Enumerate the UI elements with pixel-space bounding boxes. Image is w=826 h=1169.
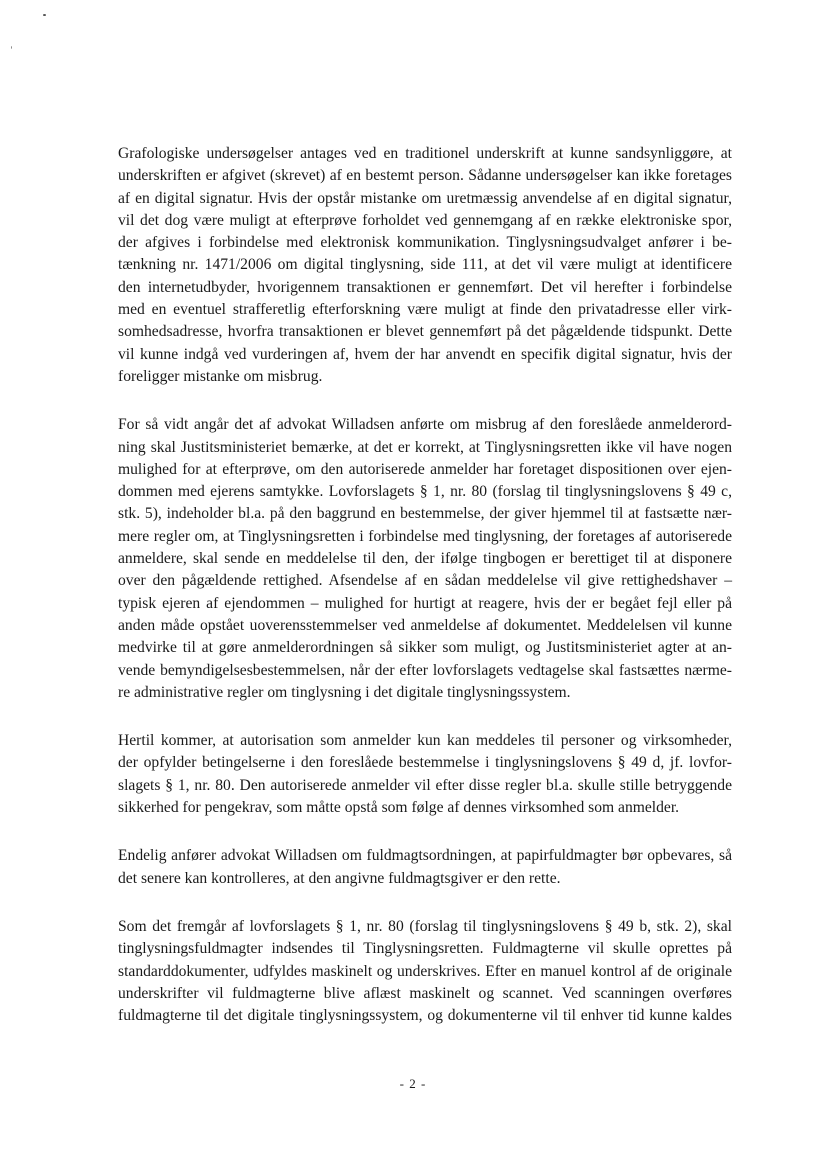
text-line: medvirke til at gøre anmelderordningen så sikker som muligt, og Justitsministeriet agter at an-: [118, 639, 732, 657]
text-line: slagets § 1, nr. 80. Den autoriserede anmelder vil efter disse regler bl.a. skulle stille betryggende: [118, 776, 732, 794]
scan-speck: [11, 46, 12, 49]
text-line: Grafologiske undersøgelser antages ved en traditionel underskrift at kunne sandsynliggøre, at: [118, 145, 732, 162]
text-line: af en digital signatur. Hvis der opstår mistanke om uretmæssig anvendelse af en digital signatur,: [118, 189, 732, 207]
text-line: anden måde opstået uoverensstemmelser ved anmeldelse af dokumentet. Meddelelsen vil kunne: [118, 616, 732, 634]
text-line: re administrative regler om tinglysning i det digitale tinglysningssystem.: [118, 683, 571, 701]
body-text: [118, 143, 732, 1053]
text-line: mulighed for at efterprøve, om den autoriserede anmelder har foretaget dispositionen over ejen-: [118, 460, 732, 478]
text-line: anmeldere, skal sende en meddelelse til den, der ifølge tingbogen er berettiget til at disponere: [118, 550, 732, 568]
text-line: der opfylder betingelserne i den foreslåede bestemmelse i tinglysningslovens § 49 d, jf. lovfor-: [118, 754, 732, 772]
text-line: typisk ejeren af ejendommen – mulighed for hurtigt at reagere, hvis der er begået fejl eller på: [118, 594, 732, 612]
text-line: med en eventuel strafferetlig efterforskning være muligt at finde den privatadresse eller virk-: [118, 301, 732, 319]
paragraph: [118, 916, 732, 1027]
text-line: stk. 5), indeholder bl.a. på den baggrund en bestemmelse, der giver hjemmel til at fastsætte nær-: [118, 505, 732, 523]
text-line: mere regler om, at Tinglysningsretten i forbindelse med tinglysning, der foretages af autoriserede: [118, 527, 732, 545]
text-line: tænkning nr. 1471/2006 om digital tinglysning, side 111, at det vil være muligt at identificere: [118, 256, 732, 274]
text-line: For så vidt angår det af advokat Willadsen anførte om misbrug af den foreslåede anmelderord-: [118, 416, 732, 434]
text-line: Endelig anfører advokat Willadsen om fuldmagtsordningen, at papirfuldmagter bør opbevares, så: [118, 847, 732, 865]
paragraph: [118, 414, 732, 704]
text-line: Som det fremgår af lovforslagets § 1, nr. 80 (forslag til tinglysningslovens § 49 b, stk. 2), skal: [118, 917, 732, 935]
text-line: foreligger mistanke om misbrug.: [118, 367, 323, 385]
scan-speck: [43, 14, 46, 16]
text-line: Hertil kommer, at autorisation som anmelder kun kan meddeles til personer og virksomheder,: [118, 732, 732, 750]
text-line: ning skal Justitsministeriet bemærke, at det er korrekt, at Tinglysningsretten ikke vil have nogen: [118, 438, 732, 456]
text-line: fuldmagterne til det digitale tinglysningssystem, og dokumenterne vil til enhver tid kunne kaldes: [118, 1007, 732, 1025]
text-line: vende bemyndigelsesbestemmelsen, når der efter lovforslagets vedtagelse skal fastsættes nærme-: [118, 661, 732, 679]
text-line: underskriften er afgivet (skrevet) af en bestemt person. Sådanne undersøgelser kan ikke foretages: [118, 167, 732, 185]
paragraph: [118, 730, 732, 819]
text-line: underskrifter vil fuldmagterne blive aflæst maskinelt og scannet. Ved scanningen overføres: [118, 984, 732, 1002]
paragraph: [118, 845, 732, 890]
page-number: - 2 -: [399, 1076, 427, 1091]
text-line: over den pågældende rettighed. Afsendelse af en sådan meddelelse vil give rettighedshaver –: [118, 572, 732, 590]
paragraph: [118, 143, 732, 388]
text-line: vil kunne indgå ved vurderingen af, hvem der har anvendt en specifik digital signatur, hvis der: [118, 345, 732, 363]
text-line: der afgives i forbindelse med elektronisk kommunikation. Tinglysningsudvalget anfører i be-: [118, 234, 732, 252]
text-line: vil det dog være muligt at efterprøve forholdet ved gennemgang af en række elektroniske spor,: [118, 211, 732, 229]
text-line: standarddokumenter, udfyldes maskinelt og underskrives. Efter en manuel kontrol af de originale: [118, 962, 732, 980]
text-line: sikkerhed for pengekrav, som måtte opstå som følge af dennes virksomhed som anmelder.: [118, 799, 680, 817]
text-line: den internetudbyder, hvorigennem transaktionen er gennemført. Det vil herefter i forbindelse: [118, 278, 732, 296]
text-line: tinglysningsfuldmagter indsendes til Tinglysningsretten. Fuldmagterne vil skulle oprettes på: [118, 940, 732, 958]
text-line: dommen med ejerens samtykke. Lovforslagets § 1, nr. 80 (forslag til tinglysningslovens § 49 c,: [118, 483, 732, 501]
text-line: det senere kan kontrolleres, at den angivne fuldmagtsgiver er den rette.: [118, 869, 561, 887]
text-line: somhedsadresse, hvorfra transaktionen er blevet gennemført på det pågældende tidspunkt. Dette: [118, 323, 732, 341]
